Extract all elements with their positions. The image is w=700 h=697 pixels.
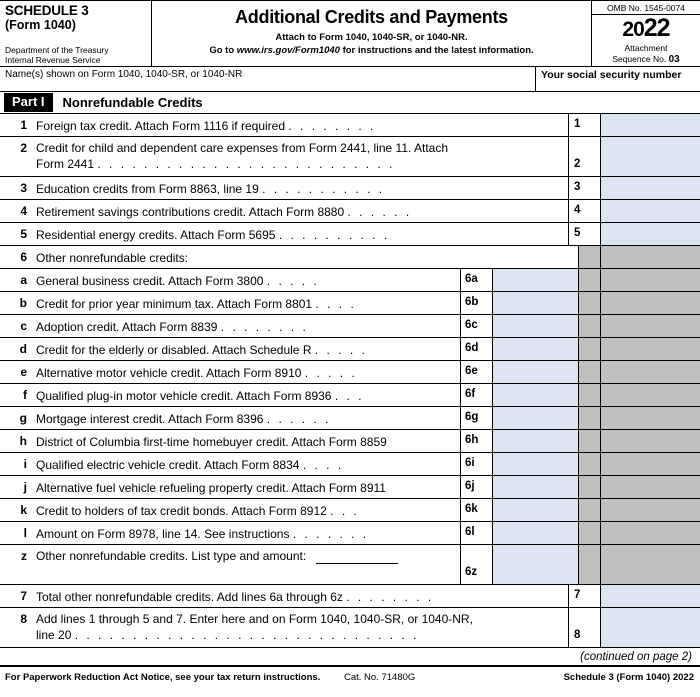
line-text-7: Total other nonrefundable credits. Add lines 6a through 6z xyxy=(36,590,343,604)
taxpayer-identity-row xyxy=(0,67,700,92)
line-desc-8 xyxy=(34,608,568,647)
subline-letter-6g: g xyxy=(19,411,27,425)
subline-letter-6c: c xyxy=(20,319,27,333)
amount-input-6b[interactable] xyxy=(492,292,578,314)
line-row-3 xyxy=(0,177,700,200)
line-leaders-2: . . . . . . . . . . . . . . . . . . . . . . . . . . xyxy=(97,157,395,171)
line-leaders-7: . . . . . . . . xyxy=(346,590,434,604)
footer-form-id: Schedule 3 (Form 1040) 2022 xyxy=(563,672,694,683)
amount-input-6j[interactable] xyxy=(492,476,578,498)
continued-note: (continued on page 2) xyxy=(0,648,700,666)
form-subtitle-link-line xyxy=(152,45,591,57)
shaded-block-6f xyxy=(578,384,600,406)
ssn-label: Your social security number xyxy=(541,69,682,81)
subline-box-6b: 6b xyxy=(460,292,492,314)
header-title-block xyxy=(152,1,592,66)
subline-text-6f: Qualified plug-in motor vehicle credit. Attach Form 8936 xyxy=(36,389,332,403)
shaded-block-6e xyxy=(578,361,600,383)
line-row-6 xyxy=(0,246,700,269)
subline-row-6e xyxy=(0,361,700,384)
subline-row-6j xyxy=(0,476,700,499)
line-text-4: Retirement savings contributions credit. Attach Form 8880 xyxy=(36,205,345,219)
subline-leaders-6e: . . . . . xyxy=(304,366,358,380)
amount-input-6c[interactable] xyxy=(492,315,578,337)
line-text-1: Foreign tax credit. Attach Form 1116 if required xyxy=(36,119,286,133)
subline-letter-6j: j xyxy=(23,480,27,494)
part-header xyxy=(0,92,700,114)
shaded-block-6d xyxy=(578,338,600,360)
subline-text-6d: Credit for the elderly or disabled. Attach Schedule R xyxy=(36,343,312,357)
subline-box-6g: 6g xyxy=(460,407,492,429)
line-box-number-1: 1 xyxy=(568,114,600,136)
form-lines xyxy=(0,114,700,648)
line-number-3: 3 xyxy=(20,181,27,195)
subline-desc-6g xyxy=(34,407,460,429)
shaded-amount-6i xyxy=(600,453,700,475)
subline-row-6g xyxy=(0,407,700,430)
subline-letter-6e: e xyxy=(20,365,27,379)
line-number-5: 5 xyxy=(20,227,27,241)
line-desc-6 xyxy=(34,246,578,268)
subline-text-6i: Qualified electric vehicle credit. Attach Form 8834 xyxy=(36,458,300,472)
subline-box-6z: 6z xyxy=(460,545,492,584)
subline-letter-6k: k xyxy=(20,503,27,517)
subline-row-6a xyxy=(0,269,700,292)
shaded-block-6c xyxy=(578,315,600,337)
header-right-block xyxy=(592,1,700,66)
subline-leaders-6k: . . . xyxy=(330,504,360,518)
write-in-type-amount-field[interactable] xyxy=(316,552,398,564)
line-text-3: Education credits from Form 8863, line 19 xyxy=(36,182,259,196)
name-field[interactable] xyxy=(0,67,536,91)
omb-number: OMB No. 1545-0074 xyxy=(592,3,700,15)
subline-desc-6l xyxy=(34,522,460,544)
tax-year-prefix: 20 xyxy=(622,18,644,41)
part-title: Nonrefundable Credits xyxy=(62,95,203,110)
shaded-block-6a xyxy=(578,269,600,291)
shaded-amount-6g xyxy=(600,407,700,429)
part-badge: Part I xyxy=(4,93,53,112)
subline-desc-6e xyxy=(34,361,460,383)
tax-year xyxy=(592,16,700,42)
amount-input-6k[interactable] xyxy=(492,499,578,521)
subline-desc-6d xyxy=(34,338,460,360)
amount-input-7[interactable] xyxy=(600,585,700,607)
subline-box-6c: 6c xyxy=(460,315,492,337)
subline-row-6k xyxy=(0,499,700,522)
shaded-amount-6z xyxy=(600,545,700,584)
line-text-8b: line 20 xyxy=(36,628,72,642)
subline-letter-6h: h xyxy=(19,434,27,448)
amount-input-1[interactable] xyxy=(600,114,700,136)
line-leaders-8: . . . . . . . . . . . . . . . . . . . . . . . . . . . . . . xyxy=(74,628,419,642)
line-row-7 xyxy=(0,585,700,608)
subline-row-6d xyxy=(0,338,700,361)
shaded-block-6i xyxy=(578,453,600,475)
shaded-amount-6k xyxy=(600,499,700,521)
subline-box-6h: 6h xyxy=(460,430,492,452)
shaded-amount-6j xyxy=(600,476,700,498)
subline-text-6k: Credit to holders of tax credit bonds. Attach Form 8912 xyxy=(36,504,327,518)
amount-input-5[interactable] xyxy=(600,223,700,245)
subline-text-6g: Mortgage interest credit. Attach Form 8396 xyxy=(36,412,264,426)
form-footer xyxy=(0,666,700,683)
department-line-1: Department of the Treasury xyxy=(5,45,109,55)
line-desc-4 xyxy=(34,200,568,222)
line-text-2b: Form 2441 xyxy=(36,157,95,171)
shaded-amount-6a xyxy=(600,269,700,291)
goto-suffix: for instructions and the latest information. xyxy=(339,45,534,56)
subline-letter-6i: i xyxy=(23,457,27,471)
line-leaders-1: . . . . . . . . xyxy=(288,119,376,133)
subline-text-6b: Credit for prior year minimum tax. Attach Form 8801 xyxy=(36,297,313,311)
subline-row-6c xyxy=(0,315,700,338)
line-text-6: Other nonrefundable credits: xyxy=(36,251,189,265)
subline-box-6f: 6f xyxy=(460,384,492,406)
shaded-block-6h xyxy=(578,430,600,452)
amount-input-8[interactable] xyxy=(600,608,700,647)
subline-desc-6c xyxy=(34,315,460,337)
shaded-amount-6h xyxy=(600,430,700,452)
subline-row-6i xyxy=(0,453,700,476)
line-desc-5 xyxy=(34,223,568,245)
line-number-8: 8 xyxy=(20,612,27,626)
subline-box-6l: 6l xyxy=(460,522,492,544)
line-number-4: 4 xyxy=(20,204,27,218)
subline-text-6e: Alternative motor vehicle credit. Attach Form 8910 xyxy=(36,366,302,380)
line-leaders-5: . . . . . . . . . . xyxy=(278,228,390,242)
shaded-block-6g xyxy=(578,407,600,429)
line-number-2: 2 xyxy=(20,141,27,155)
subline-desc-6i xyxy=(34,453,460,475)
tax-year-suffix: 22 xyxy=(643,14,670,42)
subline-leaders-6a: . . . . . xyxy=(266,274,320,288)
department-line-2: Internal Revenue Service xyxy=(5,55,101,65)
subline-box-6i: 6i xyxy=(460,453,492,475)
subline-row-6b xyxy=(0,292,700,315)
line-row-8 xyxy=(0,608,700,648)
catalog-number: Cat. No. 71480G xyxy=(344,672,416,683)
shaded-block-6z xyxy=(578,545,600,584)
subline-box-6d: 6d xyxy=(460,338,492,360)
line-text-5: Residential energy credits. Attach Form 5695 xyxy=(36,228,276,242)
shaded-block-6k xyxy=(578,499,600,521)
amount-input-6d[interactable] xyxy=(492,338,578,360)
subline-letter-6d: d xyxy=(19,342,27,356)
subline-desc-6k xyxy=(34,499,460,521)
line-row-4 xyxy=(0,200,700,223)
shaded-amount-6c xyxy=(600,315,700,337)
sequence-line xyxy=(592,54,700,65)
header-left-block xyxy=(0,1,152,66)
line-box-number-3: 3 xyxy=(568,177,600,199)
amount-input-2[interactable] xyxy=(600,137,700,176)
subline-desc-6h xyxy=(34,430,460,452)
amount-input-6h[interactable] xyxy=(492,430,578,452)
subline-row-6f xyxy=(0,384,700,407)
name-label: Name(s) shown on Form 1040, 1040-SR, or 1040-NR xyxy=(5,69,243,80)
line-box-number-7: 7 xyxy=(568,585,600,607)
attachment-label: Attachment xyxy=(624,43,668,53)
shaded-amount-6b xyxy=(600,292,700,314)
shaded-block-6j xyxy=(578,476,600,498)
subline-box-6j: 6j xyxy=(460,476,492,498)
subline-text-6l: Amount on Form 8978, line 14. See instructions xyxy=(36,527,290,541)
shaded-amount-6e xyxy=(600,361,700,383)
amount-input-6g[interactable] xyxy=(492,407,578,429)
line-box-number-2: 2 xyxy=(568,137,600,176)
form-header xyxy=(0,1,700,67)
amount-input-3[interactable] xyxy=(600,177,700,199)
line-box-number-4: 4 xyxy=(568,200,600,222)
subline-letter-6a: a xyxy=(20,273,27,287)
shaded-block-6b xyxy=(578,292,600,314)
schedule-name: SCHEDULE 3 xyxy=(5,3,89,18)
subline-letter-6l: l xyxy=(23,526,27,540)
subline-row-6z xyxy=(0,545,700,585)
line-desc-7 xyxy=(34,585,568,607)
line-text-8-cont xyxy=(36,627,564,643)
sequence-label: Sequence No. xyxy=(612,54,667,64)
subline-leaders-6d: . . . . . xyxy=(314,343,368,357)
subline-text-6z: Other nonrefundable credits. List type and amount: xyxy=(36,549,307,563)
line-desc-1 xyxy=(34,114,568,136)
shaded-block-6 xyxy=(578,246,600,268)
line-text-2-cont xyxy=(36,156,564,172)
amount-input-6i[interactable] xyxy=(492,453,578,475)
line-box-number-5: 5 xyxy=(568,223,600,245)
amount-input-6f[interactable] xyxy=(492,384,578,406)
line-desc-3 xyxy=(34,177,568,199)
sequence-number: 03 xyxy=(668,54,680,65)
amount-input-4[interactable] xyxy=(600,200,700,222)
subline-text-6h: District of Columbia first-time homebuyer credit. Attach Form 8859 xyxy=(36,435,387,449)
subline-text-6c: Adoption credit. Attach Form 8839 xyxy=(36,320,218,334)
amount-input-6l[interactable] xyxy=(492,522,578,544)
shaded-amount-6f xyxy=(600,384,700,406)
line-number-7: 7 xyxy=(20,589,27,603)
amount-input-6z[interactable] xyxy=(492,545,578,584)
line-row-5 xyxy=(0,223,700,246)
subline-desc-6j xyxy=(34,476,460,498)
subline-leaders-6f: . . . xyxy=(334,389,364,403)
subline-leaders-6b: . . . . xyxy=(315,297,357,311)
line-row-2 xyxy=(0,137,700,177)
line-text-8: Add lines 1 through 5 and 7. Enter here and on Form 1040, 1040-SR, or 1040-NR, xyxy=(36,612,473,626)
form-title: Additional Credits and Payments xyxy=(235,7,508,27)
paperwork-notice: For Paperwork Reduction Act Notice, see your tax return instructions. xyxy=(5,672,321,683)
shaded-amount-6 xyxy=(600,246,700,268)
shaded-amount-6d xyxy=(600,338,700,360)
irs-url-link[interactable]: www.irs.gov/Form1040 xyxy=(236,45,340,56)
line-number-1: 1 xyxy=(20,118,27,132)
subline-desc-6z xyxy=(34,545,460,584)
amount-input-6a[interactable] xyxy=(492,269,578,291)
amount-input-6e[interactable] xyxy=(492,361,578,383)
subline-row-6h xyxy=(0,430,700,453)
subline-leaders-6c: . . . . . . . . xyxy=(220,320,309,334)
subline-letter-6f: f xyxy=(23,388,27,402)
form-reference: (Form 1040) xyxy=(5,18,76,32)
subline-leaders-6l: . . . . . . . xyxy=(292,527,369,541)
subline-letter-6z: z xyxy=(21,549,27,563)
subline-box-6e: 6e xyxy=(460,361,492,383)
form-subtitle-attach: Attach to Form 1040, 1040-SR, or 1040-NR. xyxy=(275,32,468,43)
line-text-2: Credit for child and dependent care expenses from Form 2441, line 11. Attach xyxy=(36,141,449,155)
line-leaders-3: . . . . . . . . . . . xyxy=(262,182,385,196)
subline-box-6k: 6k xyxy=(460,499,492,521)
subline-desc-6b xyxy=(34,292,460,314)
subline-text-6a: General business credit. Attach Form 3800 xyxy=(36,274,264,288)
subline-text-6j: Alternative fuel vehicle refueling property credit. Attach Form 8911 xyxy=(36,481,386,495)
line-number-6: 6 xyxy=(20,250,27,264)
subline-desc-6a xyxy=(34,269,460,291)
subline-letter-6b: b xyxy=(19,296,27,310)
line-box-number-8: 8 xyxy=(568,608,600,647)
subline-leaders-6g: . . . . . . xyxy=(266,412,331,426)
subline-row-6l xyxy=(0,522,700,545)
shaded-block-6l xyxy=(578,522,600,544)
subline-box-6a: 6a xyxy=(460,269,492,291)
line-desc-2 xyxy=(34,137,568,176)
shaded-amount-6l xyxy=(600,522,700,544)
line-row-1 xyxy=(0,114,700,137)
subline-leaders-6i: . . . . xyxy=(302,458,344,472)
line-leaders-4: . . . . . . xyxy=(347,205,412,219)
subline-desc-6f xyxy=(34,384,460,406)
ssn-field[interactable] xyxy=(536,67,700,91)
goto-prefix: Go to xyxy=(209,45,237,56)
